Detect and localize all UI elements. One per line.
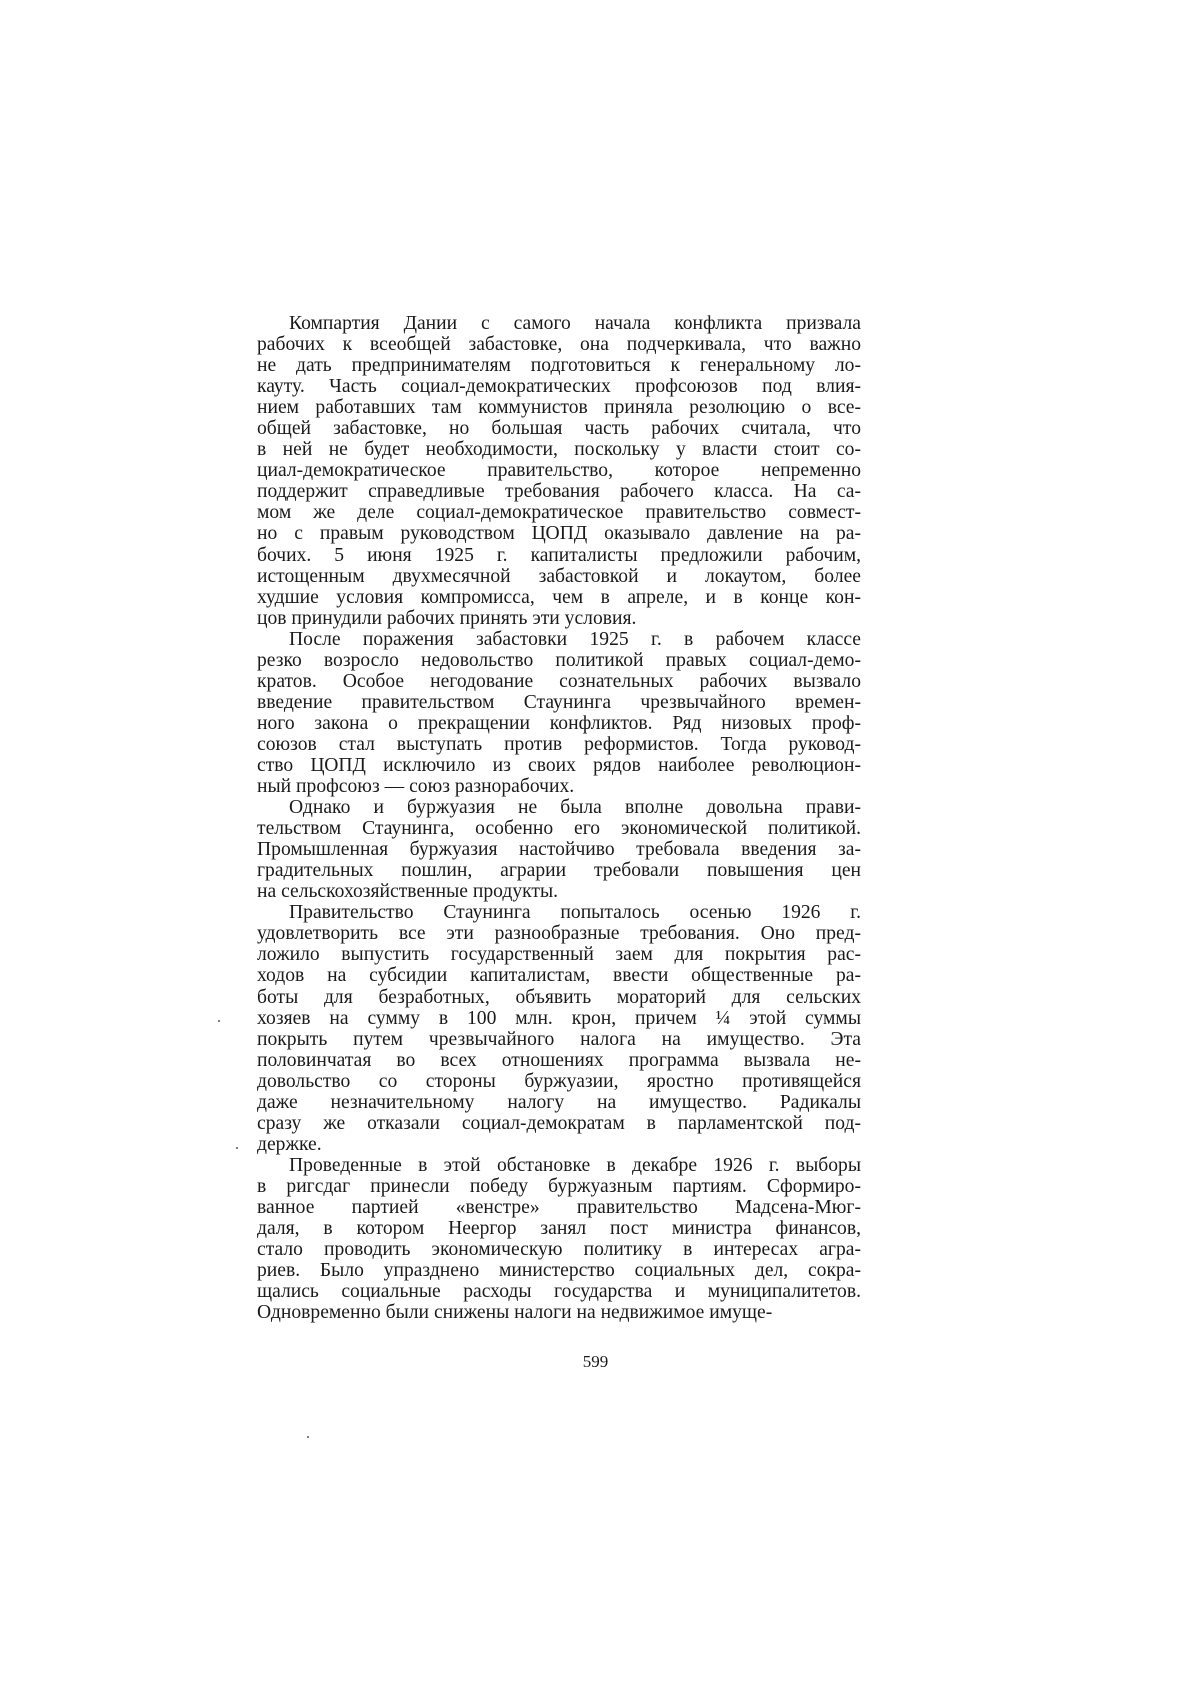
scan-speck (307, 1436, 309, 1438)
text-line: кратов. Особое негодование сознательных рабочих вызвало (257, 670, 861, 692)
text-line: Промышленная буржуазия настойчиво требовала введения за- (257, 839, 861, 861)
text-line: не дать предпринимателям подготовиться к генеральному ло- (257, 355, 861, 377)
paragraph (257, 313, 861, 629)
text-line: удовлетворить все эти разнообразные требования. Оно пред- (257, 923, 861, 945)
text-line: общей забастовке, но большая часть рабочих считала, что (257, 418, 861, 440)
text-line: нием работавших там коммунистов приняла резолюцию о все- (257, 397, 861, 419)
scan-speck (236, 1147, 238, 1149)
text-line: Проведенные в этой обстановке в декабре 1926 г. выборы (289, 1154, 861, 1176)
text-line: сразу же отказали социал-демократам в парламентской под- (257, 1112, 861, 1134)
text-line: Однако и буржуазия не была вполне довольна прави- (289, 797, 861, 819)
text-line: щались социальные расходы государства и муниципалитетов. (257, 1281, 861, 1303)
paragraph (257, 902, 861, 1155)
paragraph (257, 629, 861, 797)
text-line: циал-демократическое правительство, которое непременно (257, 460, 861, 482)
text-line: хозяев на сумму в 100 млн. крон, причем ¼ этой суммы (257, 1007, 861, 1029)
text-line: в ней не будет необходимости, поскольку у власти стоит со- (257, 439, 861, 461)
text-line: бочих. 5 июня 1925 г. капиталисты предложили рабочим, (257, 544, 861, 566)
paragraph (257, 797, 861, 902)
text-line: ный профсоюз — союз разнорабочих. (257, 776, 575, 798)
paragraph (257, 1155, 861, 1323)
text-line: кауту. Часть социал-демократических профсоюзов под влия- (257, 376, 861, 398)
text-line: худшие условия компромисса, чем в апреле, и в конце кон- (257, 586, 861, 608)
text-line: ного закона о прекращении конфликтов. Ряд низовых проф- (257, 712, 861, 734)
text-line: даже незначительному налогу на имущество. Радикалы (257, 1091, 861, 1113)
text-line: стало проводить экономическую политику в интересах агра- (257, 1239, 861, 1261)
text-line: ходов на субсидии капиталистам, ввести общественные ра- (257, 965, 861, 987)
text-line: даля, в котором Неергор занял пост министра финансов, (257, 1218, 861, 1240)
text-line: тельством Стаунинга, особенно его экономической политикой. (257, 818, 861, 840)
page-number: 599 (582, 1352, 609, 1371)
text-line: в ригсдаг принесли победу буржуазным партиям. Сформиро- (257, 1175, 861, 1197)
text-line: Компартия Дании с самого начала конфликта призвала (289, 313, 861, 334)
text-line: покрыть путем чрезвычайного налога на имущество. Эта (257, 1028, 861, 1050)
text-line: ванное партией «венстре» правительство Мадсена-Мюг- (257, 1196, 861, 1218)
text-line: цов принудили рабочих принять эти условия. (257, 607, 637, 629)
text-line: довольство со стороны буржуазии, яростно противящейся (257, 1070, 861, 1092)
text-line: После поражения забастовки 1925 г. в рабочем классе (289, 628, 861, 650)
text-line: мом же деле социал-демократическое правительство совмест- (257, 502, 861, 524)
text-line: на сельскохозяйственные продукты. (257, 881, 559, 903)
text-line: поддержит справедливые требования рабочего класса. На са- (257, 481, 861, 503)
text-line: половинчатая во всех отношениях программа вызвала не- (257, 1049, 861, 1071)
text-line: введение правительством Стаунинга чрезвычайного времен- (257, 691, 861, 713)
text-line: союзов стал выступать против реформистов. Тогда руковод- (257, 733, 861, 755)
text-line: истощенным двухмесячной забастовкой и локаутом, более (257, 565, 861, 587)
text-line: риев. Было упразднено министерство социальных дел, сокра- (257, 1260, 861, 1282)
scan-speck (218, 1020, 220, 1022)
text-line: градительных пошлин, аграрии требовали повышения цен (257, 860, 861, 882)
text-line: ство ЦОПД исключило из своих рядов наиболее революцион- (257, 754, 861, 776)
body-text (257, 313, 861, 1323)
text-line: Правительство Стаунинга попыталось осенью 1926 г. (289, 902, 861, 924)
text-line: ложило выпустить государственный заем для покрытия рас- (257, 944, 861, 966)
text-line: Одновременно были снижены налоги на недвижимое имуще- (257, 1302, 773, 1324)
text-line: резко возросло недовольство политикой правых социал-демо- (257, 649, 861, 671)
text-line: боты для безработных, объявить мораторий для сельских (257, 986, 861, 1008)
text-line: держке. (257, 1133, 322, 1155)
text-line: рабочих к всеобщей забастовке, она подчеркивала, что важно (257, 334, 861, 356)
text-line: но с правым руководством ЦОПД оказывало давление на ра- (257, 523, 861, 545)
